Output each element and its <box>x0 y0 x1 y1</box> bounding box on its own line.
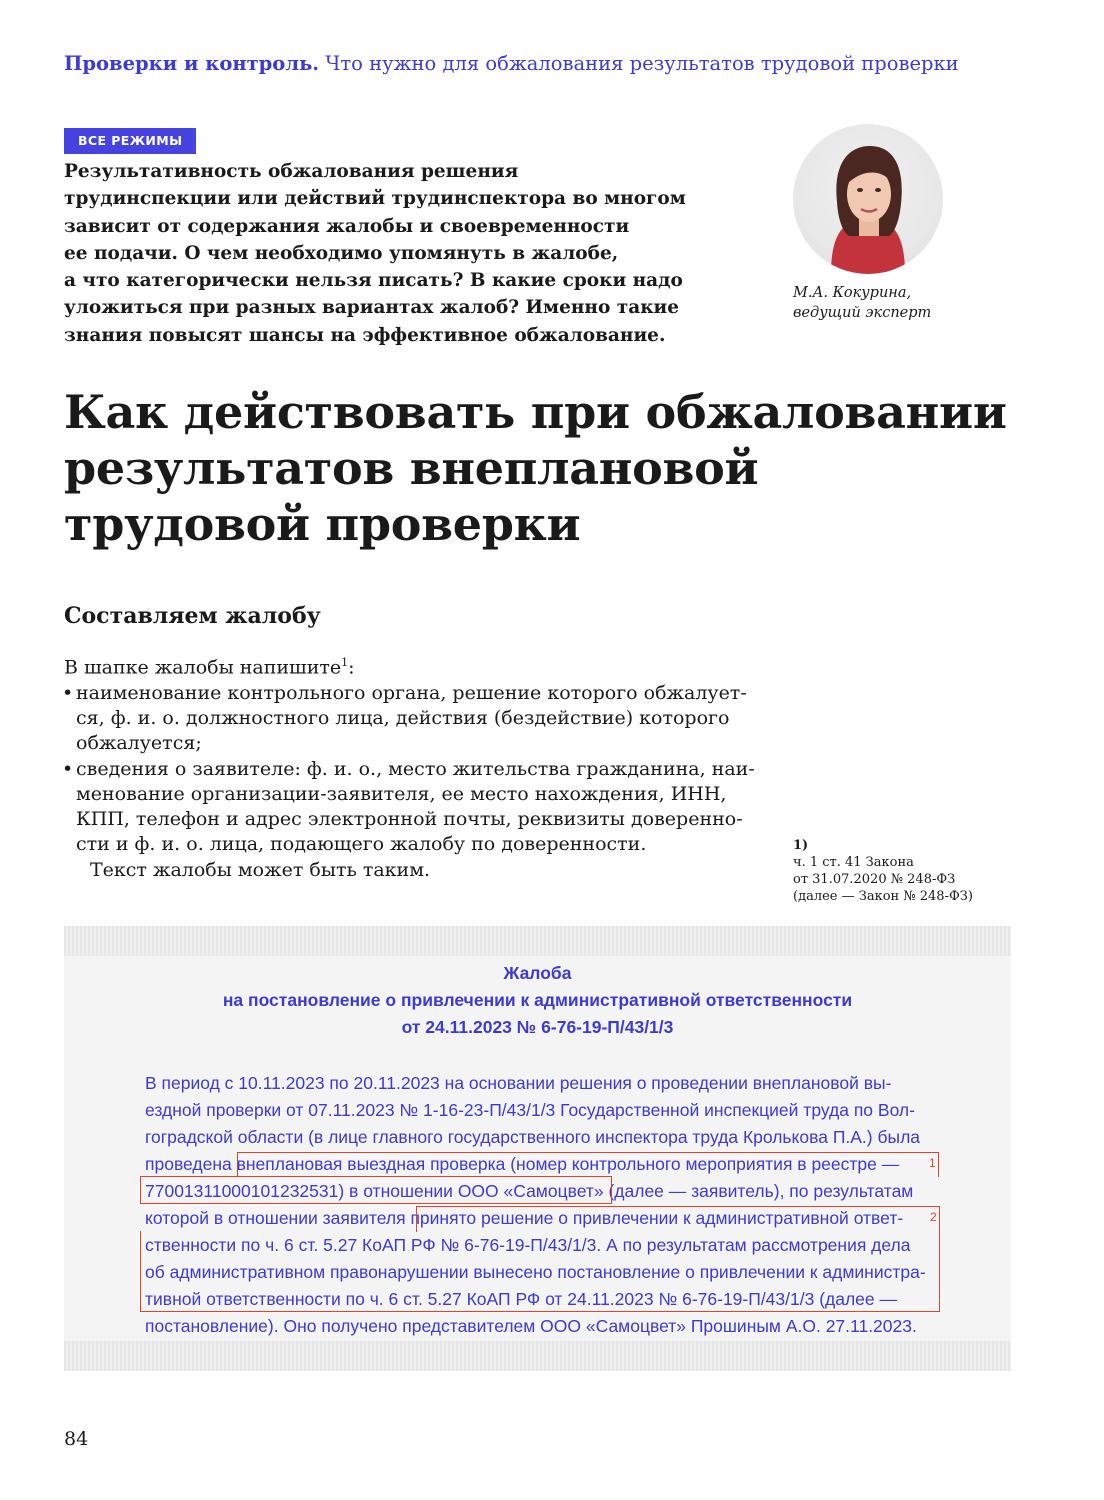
bullet-icon: • <box>62 757 74 780</box>
lead-line: уложиться при разных вариантах жалоб? Именно такие <box>64 297 680 319</box>
footnote-number: 1) <box>793 838 809 853</box>
section-heading: Составляем жалобу <box>64 603 321 629</box>
highlight-marker-1: 1 <box>929 1156 936 1170</box>
list-item <box>64 757 754 858</box>
closing-line: Текст жалобы может быть таким. <box>90 858 431 881</box>
footnote-ref[interactable]: 1 <box>341 656 349 669</box>
sample-line: ездной проверки от 07.11.2023 № 1-16-23-П/43/1/3 Государственной инспекцией труда по Вол- <box>145 1100 915 1120</box>
sample-line: об административном правонарушении вынесено постановление о привлечении к администра- <box>145 1262 926 1282</box>
lead-line: трудинспекции или действий трудинспектора во многом <box>64 188 686 210</box>
article-title <box>64 384 1064 552</box>
bullet-line: наименование контрольного органа, решение которого обжалует- <box>76 681 747 704</box>
sample-line: которой в отношении заявителя принято решение о привлечении к административной ответ- <box>145 1208 904 1228</box>
bullet-icon: • <box>62 681 74 704</box>
sample-line: В период с 10.11.2023 по 20.11.2023 на основании решения о проведении внеплановой вы- <box>145 1073 892 1093</box>
intro-line <box>64 650 754 681</box>
bullet-line: обжалуется; <box>76 732 202 755</box>
title-line: Как действовать при обжаловании <box>64 385 1007 439</box>
sample-title <box>64 960 1011 1041</box>
header-topic: Что нужно для обжалования результатов трудовой проверки <box>325 52 959 75</box>
lead-line: ее подачи. О чем необходимо упомянуть в жалобе, <box>64 242 619 264</box>
bullet-line: менование организации-заявителя, ее место нахождения, ИНН, <box>76 782 727 805</box>
intro-colon: : <box>348 656 355 679</box>
highlight-marker-2: 2 <box>930 1210 937 1224</box>
running-header <box>64 52 959 75</box>
intro-text: В шапке жалобы напишите <box>64 656 342 679</box>
lead-line: знания повысят шансы на эффективное обжалование. <box>64 324 666 346</box>
footnote <box>793 837 973 905</box>
lead-line: Результативность обжалования решения <box>64 161 519 182</box>
sample-line: 77001311000101232531) в отношении ООО «Самоцвет» (далее — заявитель), по результатам <box>145 1181 914 1201</box>
box-edge <box>64 1341 1011 1371</box>
author-caption <box>793 283 931 323</box>
sample-title-line: от 24.11.2023 № 6-76-19-П/43/1/3 <box>401 1017 674 1037</box>
sample-title-line: Жалоба <box>503 963 572 983</box>
bullet-line: сведения о заявителе: ф. и. о., место жительства гражданина, наи- <box>76 757 755 780</box>
title-line: результатов внеплановой <box>64 441 759 495</box>
author-name: М.А. Кокурина, <box>793 285 912 301</box>
lead-line: а что категорически нельзя писать? В какие сроки надо <box>64 270 683 292</box>
body-text <box>64 650 754 883</box>
footnote-line: от 31.07.2020 № 248-ФЗ <box>793 872 956 887</box>
title-line: трудовой проверки <box>64 497 581 551</box>
footnote-line: (далее — Закон № 248-ФЗ) <box>793 889 973 904</box>
sample-text <box>145 1070 945 1340</box>
sample-line: гоградской области (в лице главного государственного инспектора труда Кролькова П.А.) была <box>145 1127 921 1147</box>
list-item <box>64 681 754 757</box>
lead-line: зависит от содержания жалобы и своевременности <box>64 215 630 237</box>
author-role: ведущий эксперт <box>793 305 932 321</box>
footnote-text: ч. 1 ст. 41 Закона <box>793 855 914 870</box>
regime-badge: ВСЕ РЕЖИМЫ <box>64 128 196 154</box>
page-number: 84 <box>64 1428 89 1450</box>
bullet-line: сти и ф. и. о. лица, подающего жалобу по доверенности. <box>76 833 647 856</box>
lead-paragraph <box>64 158 764 349</box>
sample-line: постановление). Оно получено представителем ООО «Самоцвет» Прошиным А.О. 27.11.2023. <box>145 1316 917 1336</box>
bullet-line: ся, ф. и. о. должностного лица, действия (бездействие) которого <box>76 706 730 729</box>
bullet-line: КПП, телефон и адрес электронной почты, реквизиты доверенно- <box>76 808 743 831</box>
author-portrait-icon <box>793 124 943 274</box>
header-section: Проверки и контроль. <box>64 52 320 75</box>
author-photo <box>793 124 943 274</box>
sample-line: проведена внеплановая выездная проверка (номер контрольного мероприятия в реестре — <box>145 1154 900 1174</box>
sample-line: ственности по ч. 6 ст. 5.27 КоАП РФ № 6-76-19-П/43/1/3. А по результатам рассмотрения дела <box>145 1235 911 1255</box>
sample-title-line: на постановление о привлечении к административной ответственности <box>222 990 853 1010</box>
box-edge <box>64 926 1011 956</box>
sample-line: тивной ответственности по ч. 6 ст. 5.27 КоАП РФ от 24.11.2023 № 6-76-19-П/43/1/3 (далее — <box>145 1289 898 1309</box>
footnote-line <box>793 837 973 871</box>
